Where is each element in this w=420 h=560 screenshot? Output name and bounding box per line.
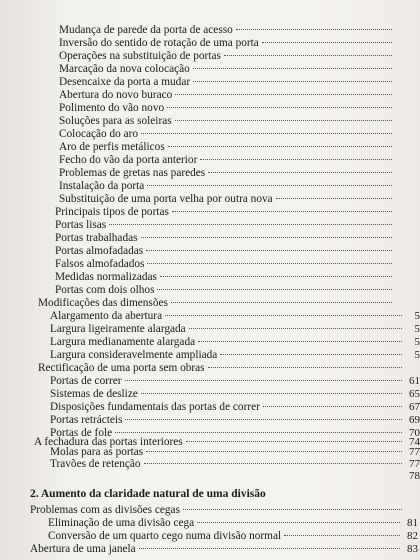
dot-leader <box>146 250 392 251</box>
toc-entry-label: Portas trabalhadas <box>55 232 138 244</box>
toc-entry <box>59 115 410 128</box>
dot-leader <box>200 159 392 160</box>
dot-leader <box>141 237 392 238</box>
dot-leader <box>141 133 392 134</box>
dot-leader <box>141 393 402 394</box>
dot-leader <box>276 198 392 199</box>
toc-entry-page: 69 <box>409 414 420 426</box>
toc-entry <box>59 180 410 193</box>
toc-entry <box>38 362 420 375</box>
toc-entry-label: Desencaixe da porta a mudar <box>59 76 191 88</box>
toc-entry-label: Portas de fole <box>50 427 113 439</box>
toc-entry <box>59 37 410 50</box>
dot-leader <box>171 302 392 303</box>
toc-entry-label: Instalação da porta <box>59 180 145 192</box>
toc-entry <box>30 543 418 556</box>
toc-entry-page: 74 <box>409 436 420 448</box>
toc-entry-label: Abertura de uma janela <box>30 543 136 555</box>
toc-entry <box>50 310 420 323</box>
dot-leader <box>168 146 392 147</box>
toc-entry <box>59 50 410 63</box>
toc-entry <box>59 193 410 206</box>
dot-leader <box>115 432 402 433</box>
toc-entry <box>50 375 420 388</box>
toc-entry-page: 5 <box>414 323 420 335</box>
toc-entry-label: Portas de correr <box>50 375 122 387</box>
toc-entry <box>59 141 410 154</box>
dot-leader <box>157 289 392 290</box>
dot-leader <box>208 367 402 368</box>
toc-entry <box>50 470 420 483</box>
dot-leader <box>172 211 392 212</box>
toc-entry <box>59 128 410 141</box>
toc-entry-label: Largura consideravelmente ampliada <box>50 349 218 361</box>
toc-entry <box>55 258 410 271</box>
dot-leader <box>183 509 402 510</box>
toc-entry <box>50 414 420 427</box>
toc-entry <box>55 232 410 245</box>
toc-entry-page: 78 <box>409 470 420 482</box>
toc-entry-page: 5 <box>414 336 420 348</box>
toc-entry-label: Fecho do vão da porta anterior <box>59 154 198 166</box>
toc-entry-label: Problemas de gretas nas paredes <box>59 167 206 179</box>
toc-entry-page: 83 <box>407 543 418 555</box>
toc-entry-label: Operações na substituição de portas <box>59 50 221 62</box>
dot-leader <box>139 548 400 549</box>
dot-leader <box>197 522 400 523</box>
toc-entry-label: Falsos almofadados <box>55 258 145 270</box>
dot-leader <box>236 29 392 30</box>
dot-leader <box>167 107 392 108</box>
dot-leader <box>144 463 402 464</box>
toc-entry <box>38 297 410 310</box>
toc-entry-label: Conversão de um quarto cego numa divisão normal <box>48 530 282 542</box>
dot-leader <box>193 68 392 69</box>
toc-entry-label: Largura medianamente alargada <box>50 336 196 348</box>
toc-entry-label: Mudança de parede da porta de acesso <box>59 24 233 36</box>
dot-leader <box>175 94 392 95</box>
toc-entry-label: Inversão do sentido de rotação de uma porta <box>59 37 259 49</box>
dot-leader <box>189 328 402 329</box>
dot-leader <box>147 185 392 186</box>
toc-entry <box>55 206 410 219</box>
dot-leader <box>175 120 392 121</box>
toc-entry-label: Portas almofadadas <box>55 245 144 257</box>
toc-entry <box>50 349 420 362</box>
toc-entry <box>48 530 418 543</box>
toc-entry-label: Abertura do novo buraco <box>59 89 173 101</box>
toc-entry <box>30 504 420 517</box>
toc-entry-label: Portas lisas <box>55 219 107 231</box>
toc-entry-label: Marcação da nova colocação <box>59 63 190 75</box>
toc-entry-label: Disposições fundamentais das portas de correr <box>50 401 260 413</box>
toc-entry-label: Alargamento da abertura <box>50 310 163 322</box>
toc-entry <box>55 271 410 284</box>
toc-entry-label: Modificações das dimensões <box>38 297 168 309</box>
dot-leader <box>208 172 392 173</box>
toc-entry <box>55 284 410 297</box>
toc-entry-page: 65 <box>409 388 420 400</box>
toc-entry-label: Problemas com as divisões cegas <box>30 504 180 516</box>
toc-entry-page: 82 <box>407 530 418 542</box>
toc-entry-label: Rectificação de uma porta sem obras <box>38 362 205 374</box>
toc-entry <box>55 245 410 258</box>
toc-entry <box>50 336 420 349</box>
dot-leader <box>263 406 402 407</box>
dot-leader <box>262 42 392 43</box>
toc-entry-label: Aro de perfis metálicos <box>59 141 165 153</box>
toc-entry-label: Molas para as portas <box>50 446 144 458</box>
dot-leader <box>224 55 392 56</box>
toc-entry-label: Eliminação de uma divisão cega <box>48 517 195 529</box>
toc-entry-page: 77 <box>409 458 420 470</box>
toc-entry-label: Substituição de uma porta velha por outra nova <box>59 193 273 205</box>
toc-entry <box>59 167 410 180</box>
section-heading: 2. Aumento da claridade natural de uma divisão <box>30 488 266 500</box>
toc-entry-label: A fechadura das portas interiores <box>34 436 183 448</box>
dot-leader <box>109 224 392 225</box>
toc-entry-page: 81 <box>407 517 418 529</box>
dot-leader <box>284 535 400 536</box>
toc-entry <box>48 517 418 530</box>
toc-entry <box>59 24 410 37</box>
toc-entry <box>59 89 410 102</box>
dot-leader <box>193 81 392 82</box>
toc-entry <box>50 388 420 401</box>
toc-entry-page: 5 <box>414 349 420 361</box>
toc-entry-label: Sistemas de deslize <box>50 388 138 400</box>
toc-entry <box>55 219 410 232</box>
toc-entry-label: Medidas normalizadas <box>55 271 157 283</box>
toc-entry <box>59 63 410 76</box>
toc-entry-page: 67 <box>409 401 420 413</box>
dot-leader <box>165 315 402 316</box>
toc-entry-label: Portas com dois olhos <box>55 284 155 296</box>
toc-entry-label: Principais tipos de portas <box>55 206 169 218</box>
dot-leader <box>186 441 402 442</box>
toc-entry-label: Colocação do aro <box>59 128 139 140</box>
toc-entry <box>59 154 410 167</box>
toc-entry <box>59 102 410 115</box>
dot-leader <box>125 419 402 420</box>
toc-entry-label: Travões de retenção <box>50 458 141 470</box>
toc-entry-page: 70 <box>409 427 420 439</box>
dot-leader <box>146 451 402 452</box>
toc-entry <box>50 401 420 414</box>
dot-leader <box>198 341 402 342</box>
dot-leader <box>147 263 392 264</box>
dot-leader <box>160 276 392 277</box>
toc-entry <box>59 76 410 89</box>
toc-entry-label: Soluções para as soleiras <box>59 115 172 127</box>
dot-leader <box>220 354 402 355</box>
toc-entry <box>50 323 420 336</box>
toc-entry-page: 61 <box>409 375 420 387</box>
dot-leader <box>125 380 402 381</box>
toc-entry-label: Polimento do vão novo <box>59 102 165 114</box>
toc-entry-page: 77 <box>409 446 420 458</box>
toc-entry-label: Portas retrácteis <box>50 414 123 426</box>
toc-entry-label: Largura ligeiramente alargada <box>50 323 186 335</box>
toc-entry-page: 5 <box>414 310 420 322</box>
